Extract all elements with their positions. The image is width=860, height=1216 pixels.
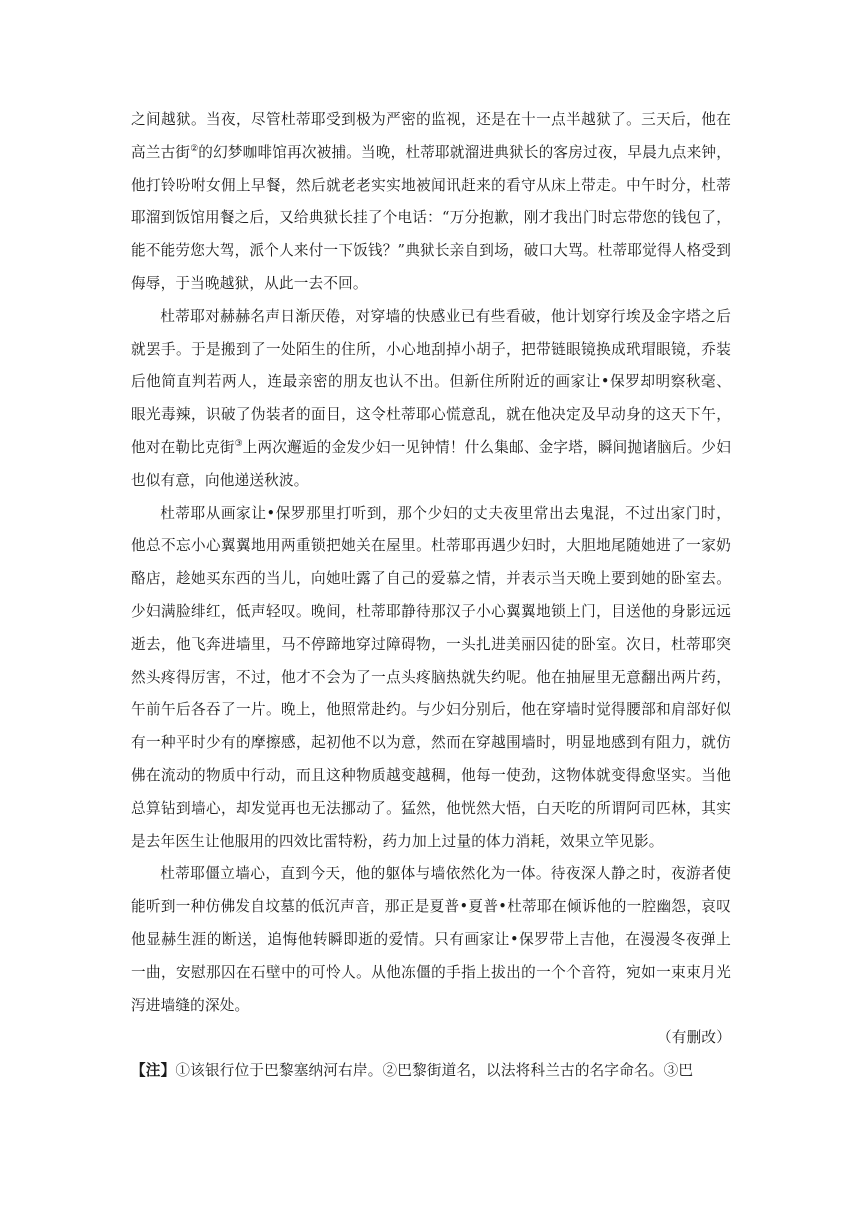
footnote-marker-2: ② (190, 143, 199, 154)
footnote-marker-3: ③ (234, 439, 243, 450)
paragraph-text: 杜蒂耶对赫赫名声日渐厌倦，对穿墙的快感业已有些看破，他计划穿行埃及金字塔之后就罢手。于是搬到了一处陌生的住所，小心地刮掉小胡子，把带链眼镜换成玳瑁眼镜，乔装后他简直判若两人，连最亲密的朋友也认不出。但新住所附近的画家让•保罗却明察秋毫、眼光毒辣，识破了伪装者的面目，这令杜蒂耶心慌意乱，就在他决定及早动身的这天下午，他对在勒比克街 (131, 307, 731, 456)
footnote-text: ①该银行位于巴黎塞纳河右岸。②巴黎街道名，以法将科兰古的名字命名。③巴 (175, 1062, 694, 1080)
paragraph-2 (131, 301, 731, 498)
article-body (131, 104, 731, 1088)
paragraph-text: 上两次邂逅的金发少妇一见钟情！什么集邮、金字塔，瞬间抛诸脑后。少妇也似有意，向他递送秋波。 (131, 438, 732, 489)
footnote-tag: 【注】 (131, 1062, 176, 1080)
paragraph-3 (131, 498, 731, 859)
paragraph-1 (131, 104, 731, 301)
paragraph-text: 之间越狱。当夜，尽管杜蒂耶受到极为严密的监视，还是在十一点半越狱了。三天后，他在高兰古街 (131, 111, 731, 161)
footnote (131, 1055, 731, 1088)
paragraph-text: 杜蒂耶从画家让•保罗那里打听到，那个少妇的丈夫夜里常出去鬼混，不过出家门时，他总不忘小心翼翼地用两重锁把她关在屋里。杜蒂耶再遇少妇时，大胆地尾随她进了一家奶酪店，趁她买东西的当儿，向她吐露了自己的爱慕之情，并表示当天晚上要到她的卧室去。少妇满脸绯红，低声轻叹。晚间，杜蒂耶静待那汉子小心翼翼地锁上门，目送他的身影远远逝去，他飞奔进墙里，马不停蹄地穿过障碍物，一头扎进美丽囚徒的卧室。次日，杜蒂耶突然头疼得厉害，不过，他才不会为了一点头疼脑热就失约呢。他在抽屉里无意翻出两片药，午前午后各吞了一片。晚上，他照常赴约。与少妇分别后，他在穿墙时觉得腰部和肩部好似有一种平时少有的摩擦感，起初他不以为意，然而在穿越围墙时，明显地感到有阻力，就仿佛在流动的物质中行动，而且这种物质越变越稠，他每一使劲，这物体就变得愈坚实。当他总算钻到墙心，却发觉再也无法挪动了。猛然，他恍然大悟，白天吃的所谓阿司匹林，其实是去年医生让他服用的四效比雷特粉，药力加上过量的体力消耗，效果立竿见影。 (131, 504, 731, 850)
paragraph-4 (131, 858, 731, 1022)
adaptation-credit: （有删改） (657, 1029, 731, 1047)
paragraph-text: 杜蒂耶僵立墙心，直到今天，他的躯体与墙依然化为一体。待夜深人静之时，夜游者使能听到一种仿佛发自坟墓的低沉声音，那正是夏普•夏普•杜蒂耶在倾诉他的一腔幽怨，哀叹他显赫生涯的断送，追悔他转瞬即逝的爱情。只有画家让•保罗带上吉他，在漫漫冬夜弹上一曲，安慰那囚在石壁中的可怜人。从他冻僵的手指上拔出的一个个音符，宛如一束束月光泻进墙缝的深处。 (131, 865, 731, 1014)
paragraph-text: 的幻梦咖啡馆再次被捕。当晚，杜蒂耶就溜进典狱长的客房过夜，早晨九点来钟，他打铃吩咐女佣上早餐，然后就老老实实地被闻讯赶来的看守从床上带走。中午时分，杜蒂耶溜到饭馆用餐之后，又给典狱长挂了个电话：“万分抱歉，刚才我出门时忘带您的钱包了，能不能劳您大驾，派个人来付一下饭钱？”典狱长亲自到场，破口大骂。杜蒂耶觉得人格受到侮辱，于当晚越狱，从此一去不回。 (131, 143, 731, 292)
